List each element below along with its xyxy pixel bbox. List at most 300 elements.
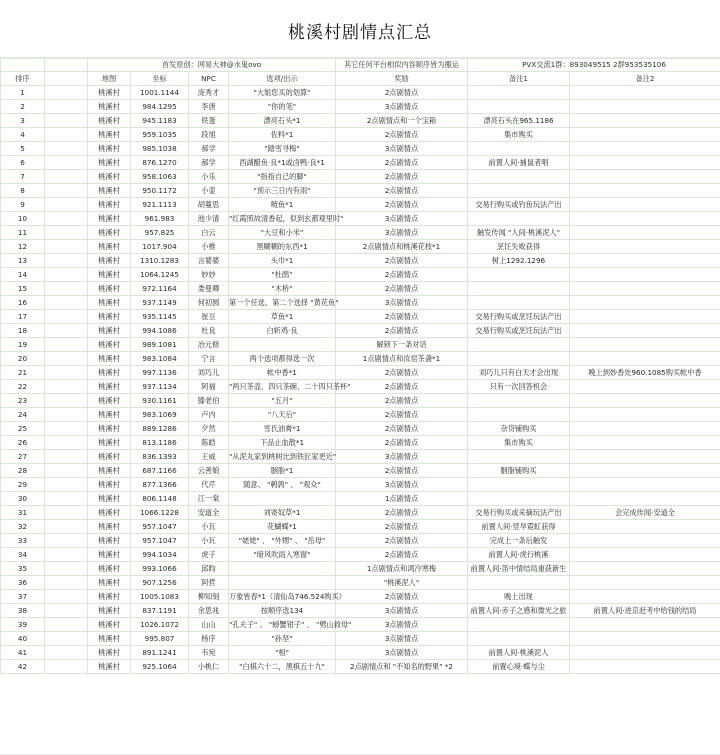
cell-reward: 2点剧情点 xyxy=(336,394,468,408)
cell-map: 桃溪村 xyxy=(88,268,131,282)
cell-note2 xyxy=(570,156,720,170)
cell-reward: 2点剧情点 xyxy=(336,590,468,604)
group-info: PVX交流1群：893049515 2群953535106 xyxy=(468,59,720,72)
cell-npc: 杜良 xyxy=(189,324,229,338)
cell-note2 xyxy=(570,520,720,534)
cell-index: 16 xyxy=(1,296,45,310)
cell-index: 13 xyxy=(1,254,45,268)
cell-coord: 1064.1245 xyxy=(131,268,189,282)
cell-coord: 958.1063 xyxy=(131,170,189,184)
header-note1: 备注1 xyxy=(468,72,570,86)
table-row xyxy=(1,212,720,226)
table-body xyxy=(1,86,720,674)
table-row xyxy=(1,86,720,100)
cell-note1: 前置人间·捕鼠者唱 xyxy=(468,156,570,170)
cell-npc: 小瓦 xyxy=(189,520,229,534)
table-row xyxy=(1,128,720,142)
cell-option: 雪氏油膏*1 xyxy=(229,422,336,436)
cell-coord: 945.1183 xyxy=(131,114,189,128)
cell-coord: 995.807 xyxy=(131,632,189,646)
cell-blank xyxy=(45,352,88,366)
table-row xyxy=(1,618,720,632)
cell-npc: 刘巧儿 xyxy=(189,366,229,380)
cell-index: 28 xyxy=(1,464,45,478)
cell-option: 两个选项都得选一次 xyxy=(229,352,336,366)
cell-npc: 庞秀才 xyxy=(189,86,229,100)
cell-npc: 崔豆 xyxy=(189,310,229,324)
cell-option: "八天后" xyxy=(229,408,336,422)
cell-npc: 江一棠 xyxy=(189,492,229,506)
cell-coord: 997.1136 xyxy=(131,366,189,380)
cell-coord: 1310.1283 xyxy=(131,254,189,268)
cell-index: 17 xyxy=(1,310,45,324)
cell-note1 xyxy=(468,170,570,184)
cell-reward: 2点剧情点和 "不知名的野果" *2 xyxy=(336,660,468,674)
cell-option: 胭脂*1 xyxy=(229,464,336,478)
cell-note2 xyxy=(570,296,720,310)
cell-index: 39 xyxy=(1,618,45,632)
cell-coord: 925.1064 xyxy=(131,660,189,674)
cell-index: 4 xyxy=(1,128,45,142)
table-row xyxy=(1,450,720,464)
cell-blank xyxy=(45,464,88,478)
cell-coord: 950.1172 xyxy=(131,184,189,198)
page-title: 桃溪村剧情点汇总 xyxy=(288,14,432,43)
cell-npc: 郝学 xyxy=(189,156,229,170)
cell-blank xyxy=(45,212,88,226)
cell-reward: 2点剧情点 xyxy=(336,254,468,268)
cell-map: 桃溪村 xyxy=(88,86,131,100)
header-index: 排序 xyxy=(1,72,45,86)
author-credit: 首发原创：网易大神@水鬼ovo xyxy=(88,59,336,72)
cell-npc: 小桃仁 xyxy=(189,660,229,674)
cell-option: "相" xyxy=(229,646,336,660)
cell-map: 桃溪村 xyxy=(88,114,131,128)
cell-note1 xyxy=(468,212,570,226)
cell-coord: 1001.1144 xyxy=(131,86,189,100)
empty-area xyxy=(0,674,720,755)
cell-note2 xyxy=(570,408,720,422)
cell-reward: 2点剧情点 xyxy=(336,380,468,394)
table-row xyxy=(1,534,720,548)
cell-note2 xyxy=(570,268,720,282)
cell-blank xyxy=(45,450,88,464)
cell-index: 14 xyxy=(1,268,45,282)
table-row xyxy=(1,632,720,646)
cell-index: 32 xyxy=(1,520,45,534)
table-row xyxy=(1,464,720,478)
cell-option: 漂亮石头*1 xyxy=(229,114,336,128)
cell-note1 xyxy=(468,632,570,646)
cell-note1: 树上1292.1296 xyxy=(468,254,570,268)
cell-map: 桃溪村 xyxy=(88,170,131,184)
cell-index: 12 xyxy=(1,240,45,254)
cell-note1 xyxy=(468,142,570,156)
cell-note1: 刘巧儿只有白天才会出现 xyxy=(468,366,570,380)
cell-map: 桃溪村 xyxy=(88,296,131,310)
cell-blank xyxy=(45,156,88,170)
cell-option: 按顺序选134 xyxy=(229,604,336,618)
cell-blank xyxy=(45,338,88,352)
cell-npc: 铁蛋 xyxy=(189,114,229,128)
cell-npc: 夕然 xyxy=(189,422,229,436)
cell-option: "大豆和小米" xyxy=(229,226,336,240)
cell-map: 桃溪村 xyxy=(88,464,131,478)
table-row xyxy=(1,492,720,506)
cell-blank xyxy=(45,408,88,422)
table-row xyxy=(1,324,720,338)
table-row xyxy=(1,520,720,534)
cell-npc: 小乐 xyxy=(189,170,229,184)
cell-note1: 交易行购买或采摘玩法产出 xyxy=(468,506,570,520)
cell-coord: 813.1186 xyxy=(131,436,189,450)
cell-blank xyxy=(45,198,88,212)
cell-npc: 白云 xyxy=(189,226,229,240)
cell-reward: 2点剧情点 xyxy=(336,534,468,548)
cell-blank xyxy=(45,646,88,660)
cell-note1 xyxy=(468,282,570,296)
table-row xyxy=(1,198,720,212)
cell-blank xyxy=(45,478,88,492)
cell-map: 桃溪村 xyxy=(88,618,131,632)
cell-map: 桃溪村 xyxy=(88,604,131,618)
cell-map: 桃溪村 xyxy=(88,660,131,674)
cell-index: 24 xyxy=(1,408,45,422)
cell-note2 xyxy=(570,240,720,254)
cell-index: 5 xyxy=(1,142,45,156)
header-note2: 备注2 xyxy=(570,72,720,86)
cell-note1 xyxy=(468,296,570,310)
cell-note1 xyxy=(468,100,570,114)
cell-map: 桃溪村 xyxy=(88,408,131,422)
cell-option: 草鱼*1 xyxy=(229,310,336,324)
cell-option: 花蝴蝶*1 xyxy=(229,520,336,534)
cell-npc: 杨序 xyxy=(189,632,229,646)
cell-option xyxy=(229,576,336,590)
cell-reward: 2点剧情点 xyxy=(336,464,468,478)
cell-map: 桃溪村 xyxy=(88,436,131,450)
table-row xyxy=(1,226,720,240)
cell-option: "两只茶壶、四只茶碗、二十四只茶杯" xyxy=(229,380,336,394)
cell-map: 桃溪村 xyxy=(88,394,131,408)
title-row xyxy=(0,0,720,58)
cell-option: "踏雪寻梅" xyxy=(229,142,336,156)
cell-note1: 漂亮石头在965.1186 xyxy=(468,114,570,128)
cell-blank xyxy=(45,422,88,436)
cell-option: 下品止血散*1 xyxy=(229,436,336,450)
cell-note1 xyxy=(468,408,570,422)
cell-coord: 806.1148 xyxy=(131,492,189,506)
table-row xyxy=(1,506,720,520)
cell-map: 桃溪村 xyxy=(88,506,131,520)
cell-coord: 891.1241 xyxy=(131,646,189,660)
cell-map: 桃溪村 xyxy=(88,590,131,604)
cell-reward: "桃溪泥人" xyxy=(336,576,468,590)
table-row xyxy=(1,310,720,324)
cell-note1: 只有一次回答机会 xyxy=(468,380,570,394)
cell-map: 桃溪村 xyxy=(88,492,131,506)
cell-blank xyxy=(45,576,88,590)
table-row xyxy=(1,366,720,380)
cell-map: 桃溪村 xyxy=(88,198,131,212)
cell-option: 西湖醋鱼·良*1或卤鸭·良*1 xyxy=(229,156,336,170)
cell-coord: 983.1069 xyxy=(131,408,189,422)
cell-index: 38 xyxy=(1,604,45,618)
cell-npc: 小瓦 xyxy=(189,534,229,548)
cell-reward: 3点剧情点 xyxy=(336,632,468,646)
cell-index: 27 xyxy=(1,450,45,464)
cell-index: 20 xyxy=(1,352,45,366)
header-coord: 坐标 xyxy=(131,72,189,86)
cell-coord: 994.1034 xyxy=(131,548,189,562)
cell-coord: 957.825 xyxy=(131,226,189,240)
table-row xyxy=(1,478,720,492)
table-row xyxy=(1,646,720,660)
cell-reward: 1点剧情点和汝窑茶盏*1 xyxy=(336,352,468,366)
cell-index: 18 xyxy=(1,324,45,338)
table-row xyxy=(1,660,720,674)
cell-map: 桃溪村 xyxy=(88,282,131,296)
cell-index: 29 xyxy=(1,478,45,492)
cell-option: "你的笔" xyxy=(229,100,336,114)
cell-map: 桃溪村 xyxy=(88,646,131,660)
cell-npc: 胡蔓思 xyxy=(189,198,229,212)
cell-option: 头巾*1 xyxy=(229,254,336,268)
cell-index: 8 xyxy=(1,184,45,198)
cell-note2 xyxy=(570,450,720,464)
cell-reward: 3点剧情点 xyxy=(336,646,468,660)
cell-coord: 907.1256 xyxy=(131,576,189,590)
cell-option: "白棋六十二，黑棋五十九" xyxy=(229,660,336,674)
cell-map: 桃溪村 xyxy=(88,254,131,268)
cell-option: "姥姥" 、 "外甥" 、 "岳母" xyxy=(229,534,336,548)
table-row xyxy=(1,576,720,590)
cell-note2 xyxy=(570,632,720,646)
cell-index: 37 xyxy=(1,590,45,604)
cell-index: 23 xyxy=(1,394,45,408)
cell-npc: 何初圆 xyxy=(189,296,229,310)
table-row xyxy=(1,408,720,422)
table-row xyxy=(1,394,720,408)
cell-blank xyxy=(45,492,88,506)
cell-blank xyxy=(45,436,88,450)
cell-option: "从泥丸家到桃树比到铁匠家更近" xyxy=(229,450,336,464)
cell-note1 xyxy=(468,268,570,282)
cell-map: 桃溪村 xyxy=(88,562,131,576)
cell-map: 桃溪村 xyxy=(88,478,131,492)
cell-reward: 3点剧情点 xyxy=(336,618,468,632)
cell-map: 桃溪村 xyxy=(88,632,131,646)
cell-index: 42 xyxy=(1,660,45,674)
table-row xyxy=(1,100,720,114)
cell-index: 34 xyxy=(1,548,45,562)
cell-coord: 1005.1083 xyxy=(131,590,189,604)
cell-blank xyxy=(45,282,88,296)
cell-note1: 集市购买 xyxy=(468,436,570,450)
cell-index: 35 xyxy=(1,562,45,576)
cell-coord: 972.1164 xyxy=(131,282,189,296)
cell-option: 随意、 "鹌鹑" 、 "观众" xyxy=(229,478,336,492)
cell-blank xyxy=(45,380,88,394)
cell-reward: 2点剧情点 xyxy=(336,408,468,422)
cell-note1: 晚上出现 xyxy=(468,590,570,604)
cell-note2 xyxy=(570,100,720,114)
cell-coord: 984.1295 xyxy=(131,100,189,114)
header-reward: 奖励 xyxy=(336,72,468,86)
cell-option: 黑糊糊的东西*1 xyxy=(229,240,336,254)
cell-note2: 前置人间·进京赶考中给钱的结局 xyxy=(570,604,720,618)
cell-coord: 937.1134 xyxy=(131,380,189,394)
cell-blank xyxy=(45,240,88,254)
cell-map: 桃溪村 xyxy=(88,576,131,590)
cell-blank xyxy=(45,226,88,240)
cell-note2 xyxy=(570,422,720,436)
cell-map: 桃溪村 xyxy=(88,310,131,324)
cell-option: 佐料*1 xyxy=(229,128,336,142)
cell-note1: 烹饪失败获得 xyxy=(468,240,570,254)
table-row xyxy=(1,254,720,268)
cell-coord: 993.1066 xyxy=(131,562,189,576)
cell-reward: 3点剧情点 xyxy=(336,212,468,226)
cell-npc: 王威 xyxy=(189,450,229,464)
cell-note1: 前置人间·虎行桃溪 xyxy=(468,548,570,562)
cell-reward: 3点剧情点 xyxy=(336,296,468,310)
cell-note1 xyxy=(468,478,570,492)
table-row xyxy=(1,604,720,618)
cell-npc: 柳知刻 xyxy=(189,590,229,604)
cell-index: 31 xyxy=(1,506,45,520)
cell-reward: 3点剧情点 xyxy=(336,100,468,114)
cell-map: 桃溪村 xyxy=(88,226,131,240)
cell-note2: 会完成传闻·安道全 xyxy=(570,506,720,520)
cell-coord: 994.1086 xyxy=(131,324,189,338)
cell-reward: 2点剧情点 xyxy=(336,184,468,198)
cell-blank xyxy=(45,114,88,128)
cell-note2 xyxy=(570,478,720,492)
cell-option xyxy=(229,338,336,352)
table-row xyxy=(1,170,720,184)
cell-note2 xyxy=(570,646,720,660)
cell-index: 10 xyxy=(1,212,45,226)
cell-map: 桃溪村 xyxy=(88,352,131,366)
cell-map: 桃溪村 xyxy=(88,548,131,562)
cell-note1: 前置人间·桃溪泥人 xyxy=(468,646,570,660)
cell-note2 xyxy=(570,380,720,394)
header-map: 地图 xyxy=(88,72,131,86)
table-row xyxy=(1,142,720,156)
cell-reward: 2点剧情点和桃溪花枝*1 xyxy=(336,240,468,254)
cell-note2 xyxy=(570,114,720,128)
cell-note2 xyxy=(570,352,720,366)
cell-option: "暗风吹雨入寒窗" xyxy=(229,548,336,562)
plot-points-table xyxy=(0,58,720,674)
cell-note2 xyxy=(570,464,720,478)
cell-note1 xyxy=(468,576,570,590)
cell-npc: 韦宛 xyxy=(189,646,229,660)
cell-note2 xyxy=(570,212,720,226)
cell-reward: 2点剧情点 xyxy=(336,170,468,184)
cell-map: 桃溪村 xyxy=(88,520,131,534)
cell-index: 33 xyxy=(1,534,45,548)
cell-note1: 前置人间·赤子之感和微光之旅 xyxy=(468,604,570,618)
cell-reward: 2点剧情点 xyxy=(336,198,468,212)
cell-map: 桃溪村 xyxy=(88,324,131,338)
cell-option: 白斩鸡·良 xyxy=(229,324,336,338)
cell-blank xyxy=(45,324,88,338)
cell-note2 xyxy=(570,310,720,324)
table-row xyxy=(1,562,720,576)
cell-note2: 晚上到妙香处960.1085购买帐中香 xyxy=(570,366,720,380)
cell-note2 xyxy=(570,394,720,408)
cell-note2 xyxy=(570,576,720,590)
cell-reward: 解锁下一条对话 xyxy=(336,338,468,352)
cell-note2 xyxy=(570,170,720,184)
table-row xyxy=(1,548,720,562)
cell-note2 xyxy=(570,338,720,352)
table-row xyxy=(1,240,720,254)
cell-reward: 2点剧情点和一个宝箱 xyxy=(336,114,468,128)
cell-coord: 687.1166 xyxy=(131,464,189,478)
cell-note2 xyxy=(570,660,720,674)
cell-note1: 交易行购买或钓鱼玩法产出 xyxy=(468,198,570,212)
table-row xyxy=(1,590,720,604)
cell-index: 3 xyxy=(1,114,45,128)
cell-note1 xyxy=(468,352,570,366)
cell-option xyxy=(229,562,336,576)
table-row xyxy=(1,436,720,450)
cell-npc: 宁言 xyxy=(189,352,229,366)
info-row xyxy=(1,59,720,72)
cell-reward: 2点剧情点 xyxy=(336,310,468,324)
cell-reward: 1点剧情点 xyxy=(336,492,468,506)
cell-note1: 杂货铺购买 xyxy=(468,422,570,436)
cell-npc: 冶元修 xyxy=(189,338,229,352)
cell-index: 1 xyxy=(1,86,45,100)
cell-reward: 2点剧情点 xyxy=(336,324,468,338)
cell-option: "木桥" xyxy=(229,282,336,296)
cell-reward: 2点剧情点 xyxy=(336,366,468,380)
cell-reward: 2点剧情点 xyxy=(336,268,468,282)
cell-index: 19 xyxy=(1,338,45,352)
cell-npc: 郝学 xyxy=(189,142,229,156)
cell-note2 xyxy=(570,618,720,632)
cell-reward: 3点剧情点 xyxy=(336,226,468,240)
header-blank xyxy=(45,72,88,86)
cell-reward: 2点剧情点 xyxy=(336,506,468,520)
cell-index: 11 xyxy=(1,226,45,240)
cell-note1: 交易行购买或烹饪玩法产出 xyxy=(468,310,570,324)
info-empty-cell xyxy=(1,59,45,72)
cell-blank xyxy=(45,520,88,534)
cell-map: 桃溪村 xyxy=(88,128,131,142)
cell-note1 xyxy=(468,86,570,100)
table-row xyxy=(1,380,720,394)
cell-map: 桃溪村 xyxy=(88,212,131,226)
cell-note2 xyxy=(570,254,720,268)
cell-note2 xyxy=(570,534,720,548)
cell-npc: 李唐 xyxy=(189,100,229,114)
header-row xyxy=(1,72,720,86)
cell-coord: 937.1149 xyxy=(131,296,189,310)
cell-index: 6 xyxy=(1,156,45,170)
cell-map: 桃溪村 xyxy=(88,534,131,548)
cell-index: 21 xyxy=(1,366,45,380)
table-row xyxy=(1,338,720,352)
cell-blank xyxy=(45,534,88,548)
cell-npc: 妙妙 xyxy=(189,268,229,282)
cell-blank xyxy=(45,604,88,618)
cell-blank xyxy=(45,590,88,604)
